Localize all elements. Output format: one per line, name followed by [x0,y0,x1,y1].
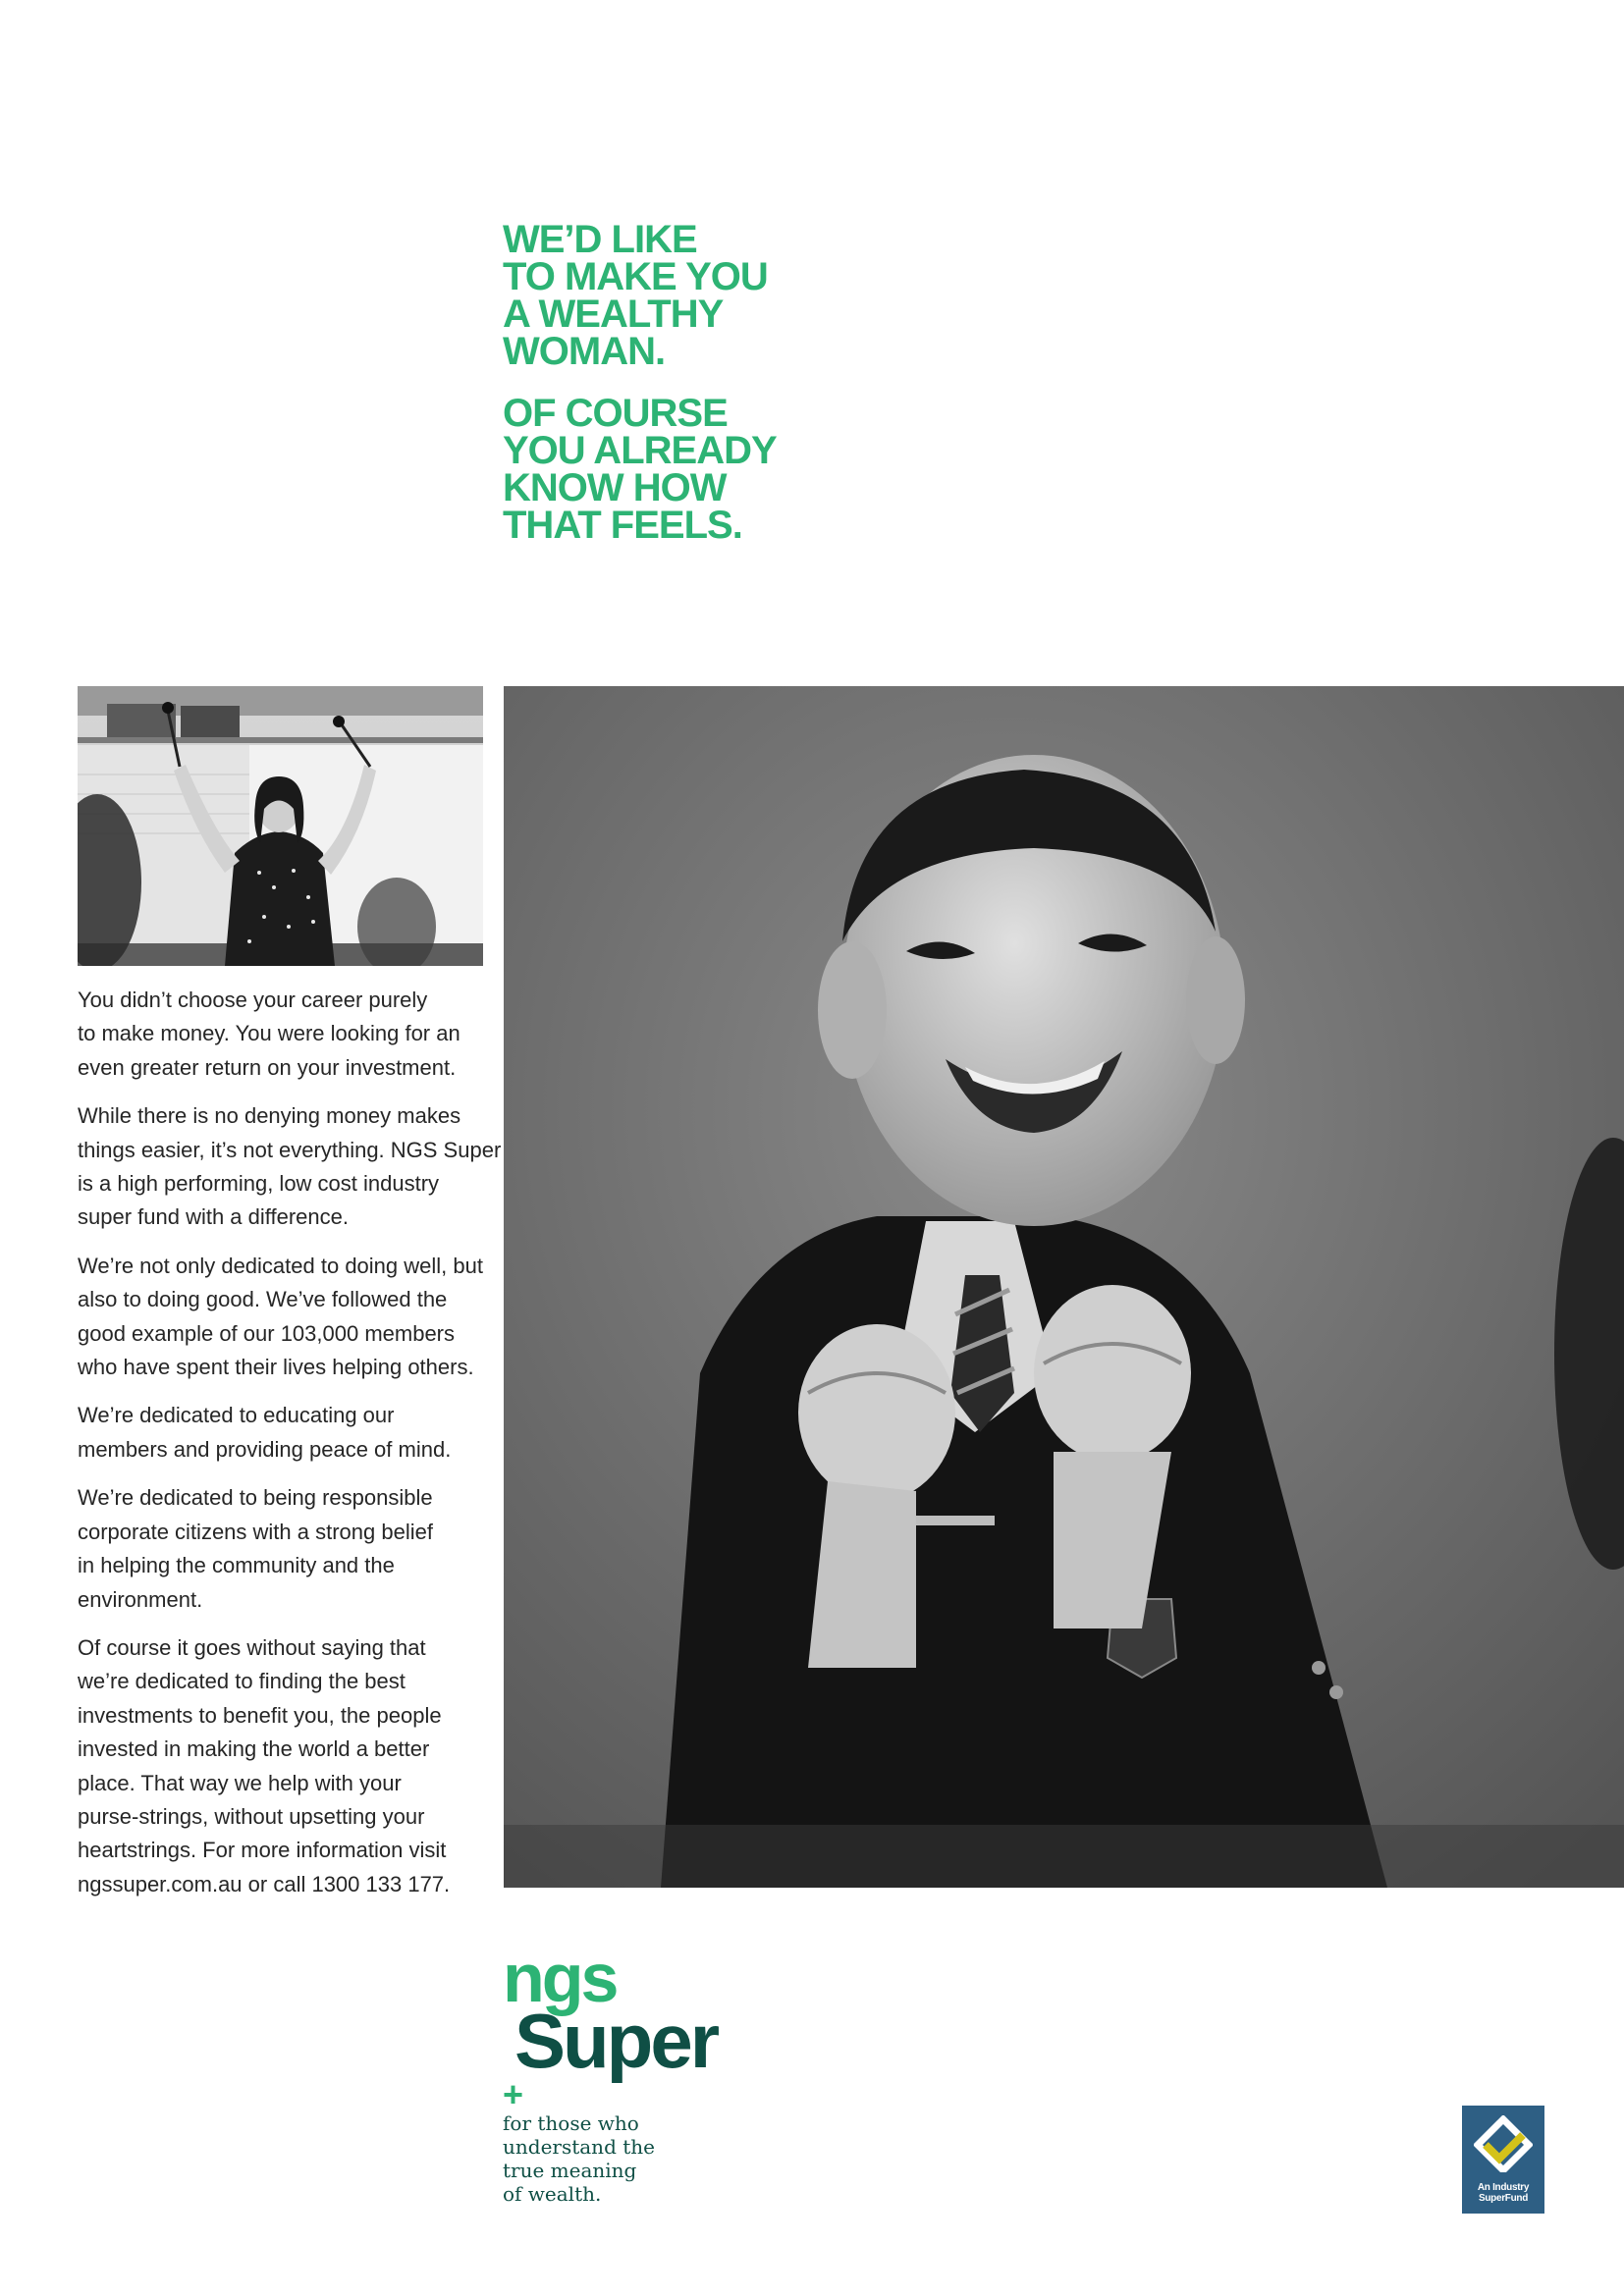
body-line: place. That way we help with your [78,1770,402,1795]
body-line: heartstrings. For more information visit [78,1838,447,1863]
paragraph [78,1250,490,1385]
paragraph [78,1399,490,1467]
body-line: While there is no denying money makes [78,1103,461,1129]
body-line: even greater return on your investment. [78,1054,457,1080]
body-line: is a high performing, low cost industry [78,1171,440,1197]
boy-photo [504,686,1624,1888]
logo-ngs: ngs [503,1940,617,2016]
headline-block-2 [503,392,777,547]
body-line: environment. [78,1586,203,1612]
body-line: things easier, it’s not everything. NGS Super [78,1137,502,1162]
tagline-line: for those who [503,2111,639,2135]
body-line: investments to benefit you, the people [78,1702,442,1728]
headline-block-1 [503,218,777,373]
body-line: also to doing good. We’ve followed the [78,1287,448,1312]
body-line: we’re dedicated to finding the best [78,1669,406,1694]
headline-line: TO MAKE YOU [503,255,768,298]
body-line: You didn’t choose your career purely [78,988,428,1012]
body-line: to make money. You were looking for an [78,1021,460,1046]
body-line: We’re dedicated to being responsible [78,1485,433,1511]
tagline-line: understand the [503,2135,655,2159]
body-copy [78,984,502,1916]
logo-tagline [503,2111,717,2206]
badge-line: SuperFund [1478,2193,1529,2204]
badge-text [1462,2182,1544,2204]
teacher-photo [78,686,483,966]
headline-line: WOMAN. [503,330,666,373]
plus-icon: + [503,2074,524,2114]
tagline-line: of wealth. [503,2182,602,2206]
body-line: in helping the community and the [78,1553,395,1578]
paragraph [78,1481,490,1617]
headline-line: YOU ALREADY [503,429,777,472]
body-line: members and providing peace of mind. [78,1436,452,1462]
industry-superfund-badge [1462,2106,1544,2214]
paragraph [78,1099,502,1235]
body-line: who have spent their lives helping others. [78,1355,474,1380]
body-line: We’re not only dedicated to doing well, but [78,1253,483,1278]
logo-super: Super [514,1998,718,2084]
body-line: invested in making the world a better [78,1736,430,1762]
ngs-super-logo [503,1940,718,2206]
body-line: We’re dedicated to educating our [78,1403,395,1428]
body-line: purse-strings, without upsetting your [78,1803,425,1829]
headline-line: KNOW HOW [503,466,727,509]
body-line: super fund with a difference. [78,1204,349,1230]
headline-line: THAT FEELS. [503,504,742,547]
body-line: ngssuper.com.au or call 1300 133 177. [78,1871,451,1896]
headline-line: OF COURSE [503,392,728,435]
headline-line: WE’D LIKE [503,218,697,261]
headline [503,218,777,568]
tagline-line: true meaning [503,2159,637,2182]
paragraph [78,1631,490,1901]
industry-fund-icon [1474,2115,1533,2172]
body-line: good example of our 103,000 members [78,1320,456,1346]
body-line: Of course it goes without saying that [78,1634,426,1660]
body-line: corporate citizens with a strong belief [78,1519,433,1544]
headline-line: A WEALTHY [503,293,724,336]
badge-line: An Industry [1477,2182,1530,2193]
paragraph [78,984,490,1085]
